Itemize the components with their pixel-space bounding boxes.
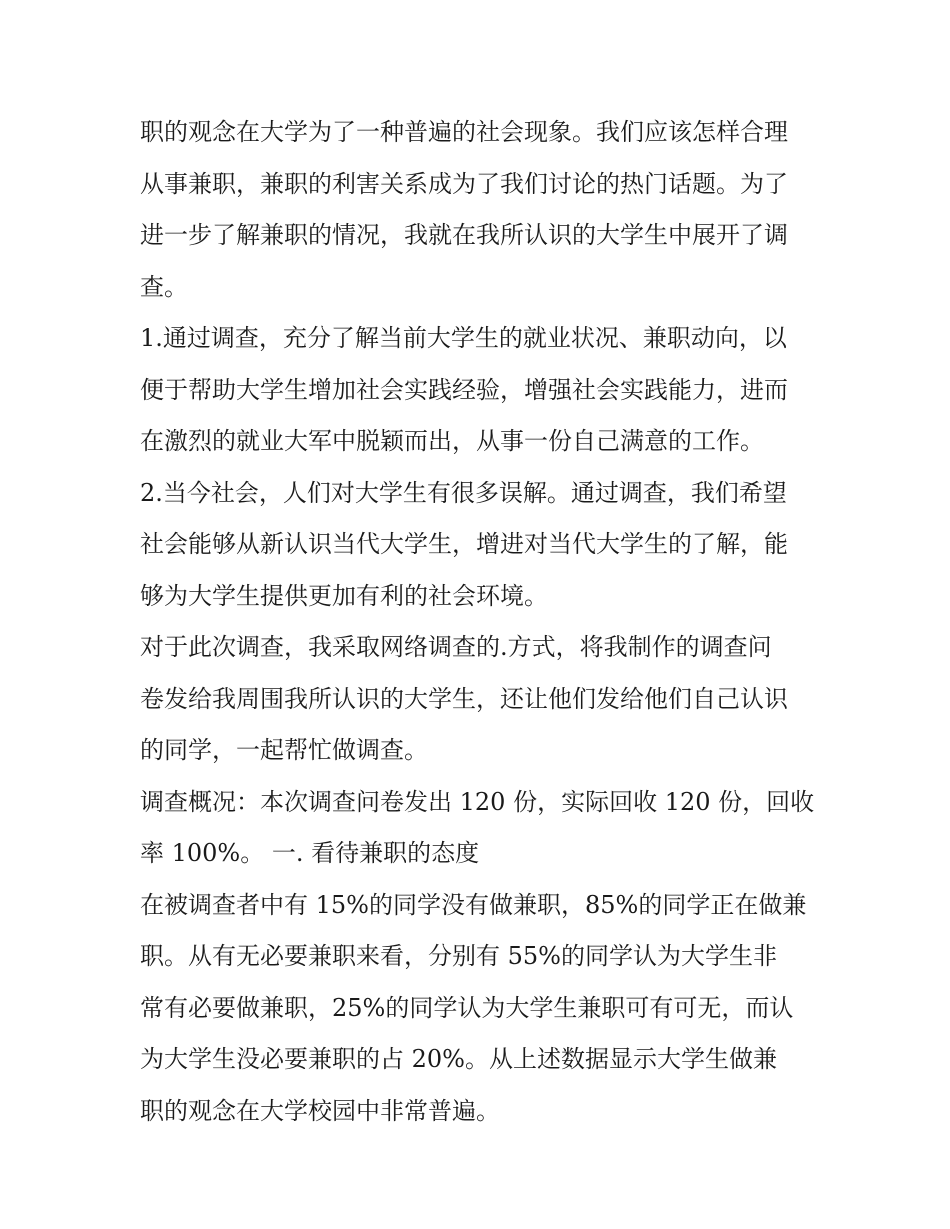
- text-line: 职的观念在大学校园中非常普遍。: [140, 1096, 500, 1125]
- text-line: 便于帮助大学生增加社会实践经验，增强社会实践能力，进而: [140, 375, 788, 404]
- document-body: [140, 107, 820, 1137]
- text-line: 社会能够从新认识当代大学生，增进对当代大学生的了解，能: [140, 530, 788, 558]
- text-line: 职。从有无必要兼职来看，分别有 55%的同学认为大学生非: [140, 942, 777, 970]
- text-line: 在被调查者中有 15%的同学没有做兼职，85%的同学正在做兼: [140, 890, 807, 919]
- text-line: 对于此次调查，我采取网络调查的.方式，将我制作的调查问: [140, 633, 772, 661]
- text-line: 卷发给我周围我所认识的大学生，还让他们发给他们自己认识: [140, 684, 788, 713]
- paragraph-overview: [140, 777, 820, 880]
- text-line: 为大学生没必要兼职的占 20%。从上述数据显示大学生做兼: [140, 1045, 777, 1073]
- text-line: 调查概况：本次调查问卷发出 120 份，实际回收 120 份，回收: [140, 787, 815, 816]
- text-line: 从事兼职，兼职的利害关系成为了我们讨论的热门话题。为了: [140, 169, 788, 198]
- paragraph-purpose-1: [140, 313, 820, 468]
- paragraph-intro: [140, 107, 820, 313]
- text-line: 的同学，一起帮忙做调查。: [140, 736, 428, 764]
- text-line: 查。: [140, 272, 188, 301]
- paragraph-purpose-2: [140, 468, 820, 623]
- text-line: 职的观念在大学为了一种普遍的社会现象。我们应该怎样合理: [140, 118, 788, 146]
- text-line: 率 100%。 一. 看待兼职的态度: [140, 839, 480, 867]
- text-line: 1.通过调查，充分了解当前大学生的就业状况、兼职动向，以: [140, 324, 787, 352]
- text-line: 够为大学生提供更加有利的社会环境。: [140, 581, 548, 610]
- paragraph-attitude: [140, 880, 820, 1138]
- paragraph-method: [140, 622, 820, 777]
- text-line: 在激烈的就业大军中脱颖而出，从事一份自己满意的工作。: [140, 427, 764, 455]
- text-line: 进一步了解兼职的情况，我就在我所认识的大学生中展开了调: [140, 221, 788, 249]
- text-line: 常有必要做兼职，25%的同学认为大学生兼职可有可无，而认: [140, 993, 794, 1022]
- text-line: 2.当今社会，人们对大学生有很多误解。通过调查，我们希望: [140, 478, 787, 507]
